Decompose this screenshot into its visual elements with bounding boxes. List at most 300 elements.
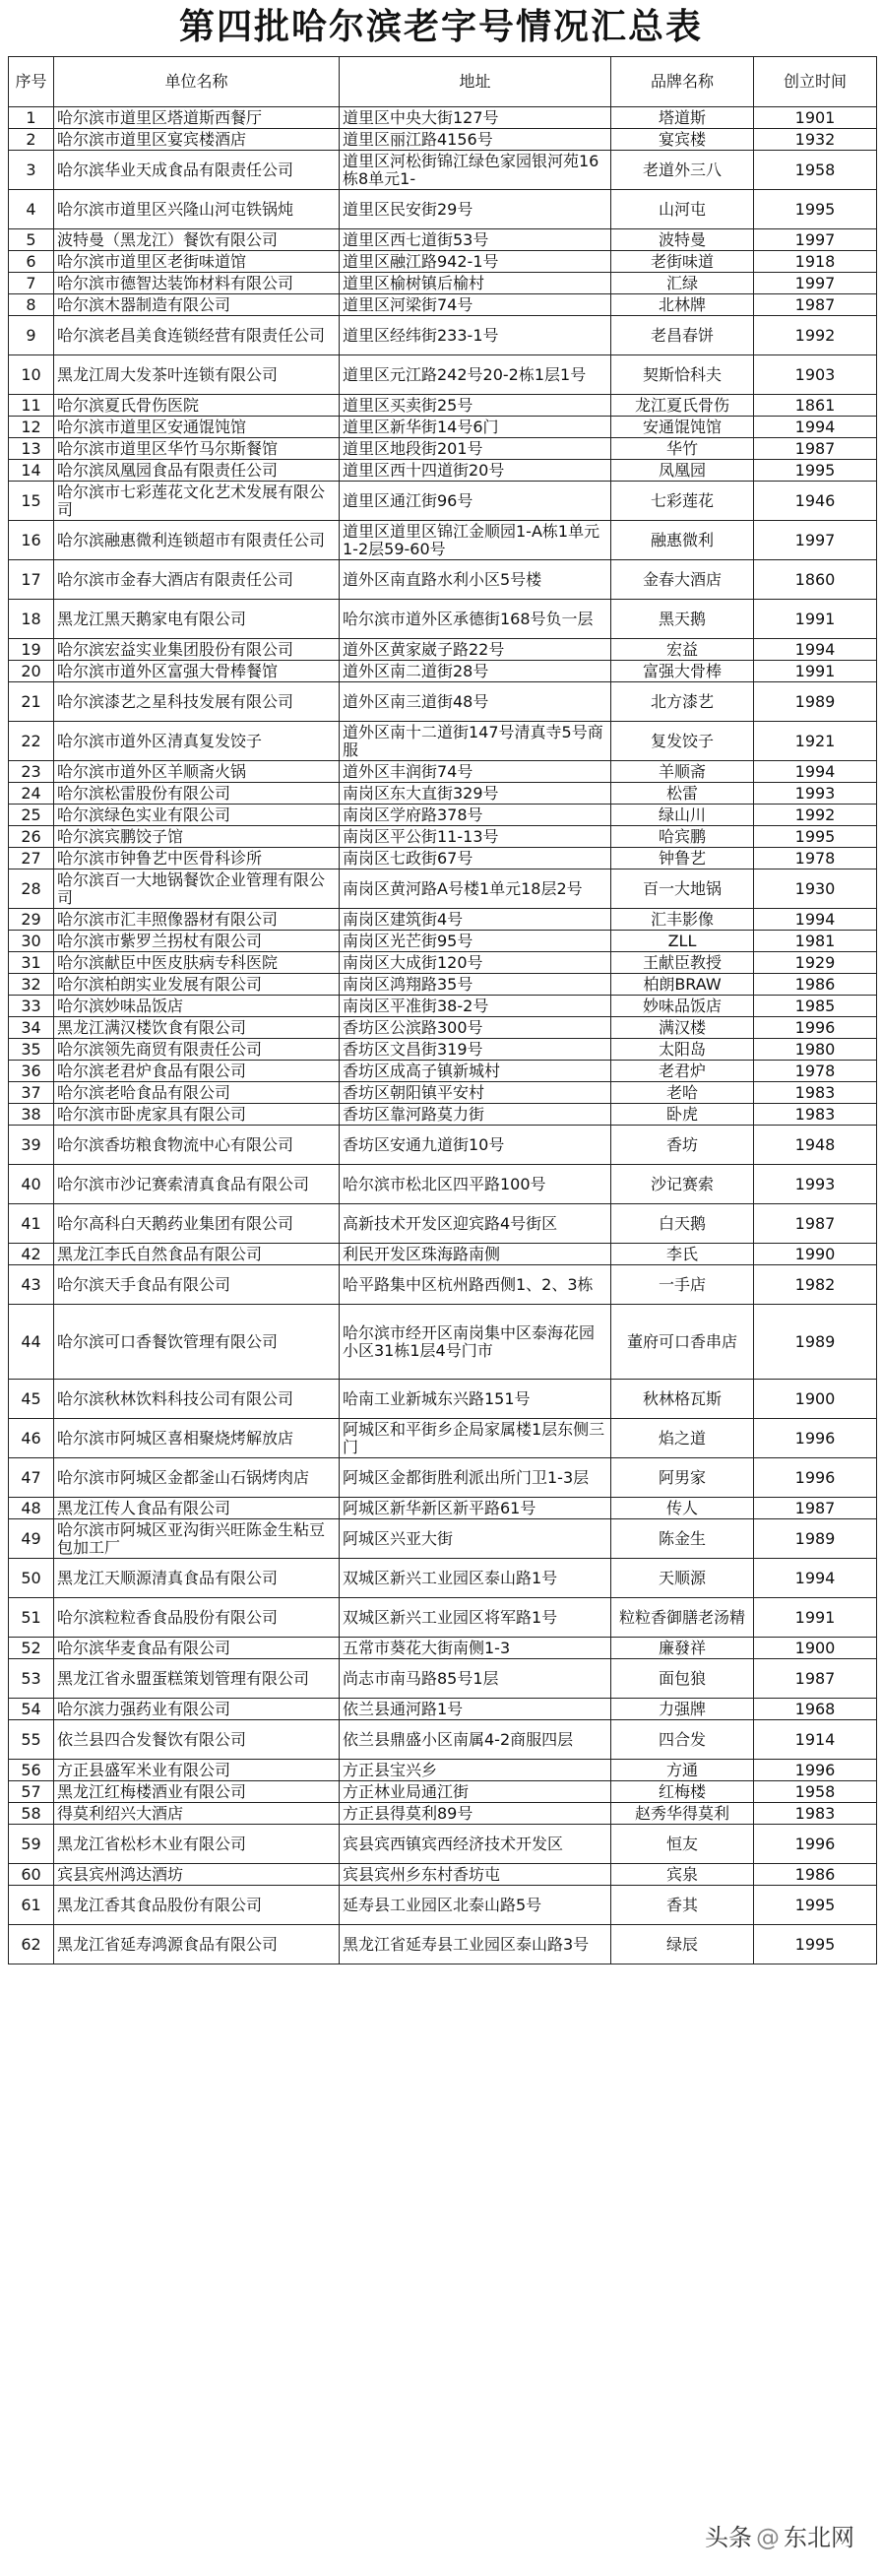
cell-founded: 1993 [754,1165,877,1204]
cell-index: 48 [9,1498,54,1519]
cell-address: 道里区民安街29号 [340,190,611,229]
cell-brand: 粒粒香御膳老汤精 [611,1598,754,1638]
table-row [9,1659,877,1699]
cell-index: 21 [9,682,54,722]
cell-founded: 1946 [754,482,877,521]
cell-founded: 1900 [754,1380,877,1419]
table-row [9,996,877,1017]
cell-brand: 白天鹅 [611,1204,754,1244]
table-row [9,395,877,417]
cell-address: 道里区地段街201号 [340,438,611,460]
cell-address: 阿城区新华新区新平路61号 [340,1498,611,1519]
cell-brand: 廉發祥 [611,1638,754,1659]
cell-address: 道里区道里区锦江金顺园1-A栋1单元1-2层59-60号 [340,521,611,560]
table-row [9,600,877,639]
cell-index: 34 [9,1017,54,1039]
cell-unit-name: 哈尔滨柏朗实业发展有限公司 [54,974,340,996]
cell-unit-name: 哈尔滨市沙记赛索清真食品有限公司 [54,1165,340,1204]
cell-index: 8 [9,294,54,316]
cell-founded: 1989 [754,1305,877,1380]
cell-address: 方正林业局通江街 [340,1781,611,1803]
cell-brand: 董府可口香串店 [611,1305,754,1380]
cell-address: 哈尔滨市松北区四平路100号 [340,1165,611,1204]
table-row [9,722,877,761]
cell-brand: 金春大酒店 [611,560,754,600]
cell-address: 道里区丽江路4156号 [340,129,611,151]
cell-founded: 1921 [754,722,877,761]
table-row [9,355,877,395]
cell-index: 35 [9,1039,54,1061]
cell-unit-name: 黑龙江天顺源清真食品有限公司 [54,1559,340,1598]
cell-founded: 1995 [754,1886,877,1925]
cell-brand: 沙记赛索 [611,1165,754,1204]
cell-address: 依兰县鼎盛小区南属4-2商服四层 [340,1720,611,1760]
cell-unit-name: 哈尔滨市紫罗兰拐杖有限公司 [54,931,340,952]
cell-index: 33 [9,996,54,1017]
table-row [9,1925,877,1964]
cell-brand: 波特曼 [611,229,754,251]
cell-index: 18 [9,600,54,639]
cell-index: 52 [9,1638,54,1659]
cell-index: 42 [9,1244,54,1265]
cell-brand: 李氏 [611,1244,754,1265]
cell-brand: 老街味道 [611,251,754,273]
cell-founded: 1914 [754,1720,877,1760]
cell-index: 60 [9,1864,54,1886]
cell-founded: 1978 [754,848,877,869]
table-row [9,1638,877,1659]
cell-founded: 1983 [754,1104,877,1126]
cell-founded: 1996 [754,1825,877,1864]
cell-index: 32 [9,974,54,996]
cell-unit-name: 哈尔滨市阿城区喜相聚烧烤解放店 [54,1419,340,1458]
cell-brand: 恒友 [611,1825,754,1864]
cell-unit-name: 黑龙江红梅楼酒业有限公司 [54,1781,340,1803]
cell-unit-name: 哈尔滨力强药业有限公司 [54,1699,340,1720]
cell-unit-name: 哈尔滨市德智达装饰材料有限公司 [54,273,340,294]
cell-index: 12 [9,417,54,438]
cell-founded: 1993 [754,783,877,805]
cell-brand: 香其 [611,1886,754,1925]
table-row [9,190,877,229]
cell-unit-name: 黑龙江省松杉木业有限公司 [54,1825,340,1864]
cell-unit-name: 哈尔滨市道里区老街味道馆 [54,251,340,273]
cell-unit-name: 哈尔滨献臣中医皮肤病专科医院 [54,952,340,974]
cell-founded: 1958 [754,1781,877,1803]
cell-founded: 1991 [754,1598,877,1638]
cell-unit-name: 哈尔滨市阿城区亚沟街兴旺陈金生粘豆包加工厂 [54,1519,340,1559]
cell-index: 41 [9,1204,54,1244]
cell-address: 南岗区平公街11-13号 [340,826,611,848]
cell-index: 46 [9,1419,54,1458]
cell-address: 道里区新华街14号6门 [340,417,611,438]
table-row [9,1104,877,1126]
cell-brand: 汇丰影像 [611,909,754,931]
cell-index: 44 [9,1305,54,1380]
cell-founded: 1994 [754,909,877,931]
table-row [9,1126,877,1165]
cell-address: 南岗区建筑街4号 [340,909,611,931]
cell-address: 哈尔滨市经开区南岗集中区泰海花园小区31栋1层4号门市 [340,1305,611,1380]
cell-brand: 传人 [611,1498,754,1519]
cell-founded: 1948 [754,1126,877,1165]
cell-brand: 黑天鹅 [611,600,754,639]
table-row [9,560,877,600]
table-row [9,1017,877,1039]
cell-unit-name: 黑龙江周大发茶叶连锁有限公司 [54,355,340,395]
cell-unit-name: 哈尔滨妙味品饭店 [54,996,340,1017]
cell-founded: 1861 [754,395,877,417]
cell-unit-name: 宾县宾州鸿达酒坊 [54,1864,340,1886]
cell-unit-name: 哈尔滨宾鹏饺子馆 [54,826,340,848]
cell-founded: 1918 [754,251,877,273]
table-row [9,805,877,826]
cell-index: 16 [9,521,54,560]
cell-address: 尚志市南马路85号1层 [340,1659,611,1699]
cell-brand: 龙江夏氏骨伤 [611,395,754,417]
watermark-separator: @ [756,2524,780,2551]
cell-index: 29 [9,909,54,931]
cell-unit-name: 哈尔滨华业天成食品有限责任公司 [54,151,340,190]
cell-index: 37 [9,1082,54,1104]
table-row [9,869,877,909]
cell-founded: 1930 [754,869,877,909]
cell-founded: 1987 [754,438,877,460]
cell-founded: 1860 [754,560,877,600]
cell-unit-name: 哈尔滨木器制造有限公司 [54,294,340,316]
cell-unit-name: 哈尔滨市道外区清真复发饺子 [54,722,340,761]
cell-unit-name: 哈尔滨香坊粮食物流中心有限公司 [54,1126,340,1165]
cell-unit-name: 哈尔滨粒粒香食品股份有限公司 [54,1598,340,1638]
cell-unit-name: 黑龙江省永盟蛋糕策划管理有限公司 [54,1659,340,1699]
cell-index: 10 [9,355,54,395]
cell-founded: 1996 [754,1458,877,1498]
table-row [9,1720,877,1760]
cell-index: 47 [9,1458,54,1498]
cell-unit-name: 黑龙江黑天鹅家电有限公司 [54,600,340,639]
table-row [9,521,877,560]
table-row [9,417,877,438]
cell-address: 香坊区靠河路莫力街 [340,1104,611,1126]
cell-unit-name: 哈尔滨市道外区富强大骨棒餐馆 [54,661,340,682]
cell-unit-name: 黑龙江香其食品股份有限公司 [54,1886,340,1925]
cell-address: 哈南工业新城东兴路151号 [340,1380,611,1419]
table-row [9,1519,877,1559]
table-row [9,1061,877,1082]
cell-address: 香坊区朝阳镇平安村 [340,1082,611,1104]
cell-unit-name: 哈尔滨秋林饮料科技公司有限公司 [54,1380,340,1419]
cell-index: 5 [9,229,54,251]
cell-address: 南岗区平准街38-2号 [340,996,611,1017]
table-row [9,848,877,869]
cell-address: 延寿县工业园区北泰山路5号 [340,1886,611,1925]
cell-address: 阿城区和平街乡企局家属楼1层东侧三门 [340,1419,611,1458]
cell-founded: 1995 [754,190,877,229]
header-founded: 创立时间 [754,57,877,107]
cell-index: 50 [9,1559,54,1598]
page-title: 第四批哈尔滨老字号情况汇总表 [178,7,703,47]
cell-founded: 1995 [754,826,877,848]
cell-address: 香坊区公滨路300号 [340,1017,611,1039]
cell-brand: 华竹 [611,438,754,460]
cell-founded: 1982 [754,1265,877,1305]
cell-index: 49 [9,1519,54,1559]
cell-unit-name: 哈尔滨市汇丰照像器材有限公司 [54,909,340,931]
cell-brand: 天顺源 [611,1559,754,1598]
cell-brand: 凤凰园 [611,460,754,482]
cell-unit-name: 哈尔滨可口香餐饮管理有限公司 [54,1305,340,1380]
cell-founded: 1983 [754,1082,877,1104]
cell-address: 双城区新兴工业园区泰山路1号 [340,1559,611,1598]
cell-brand: 妙味品饭店 [611,996,754,1017]
table-row [9,482,877,521]
cell-address: 道里区西七道街53号 [340,229,611,251]
cell-unit-name: 哈尔滨市道里区华竹马尔斯餐馆 [54,438,340,460]
cell-founded: 1994 [754,417,877,438]
cell-address: 道外区南二道街28号 [340,661,611,682]
cell-brand: 宾泉 [611,1864,754,1886]
cell-brand: 阿男家 [611,1458,754,1498]
table-row [9,1419,877,1458]
cell-address: 方正县宝兴乡 [340,1760,611,1781]
cell-unit-name: 哈尔滨市金春大酒店有限责任公司 [54,560,340,600]
cell-founded: 1994 [754,1559,877,1598]
cell-brand: 哈宾鹏 [611,826,754,848]
cell-founded: 1989 [754,1519,877,1559]
cell-index: 28 [9,869,54,909]
table-row [9,1380,877,1419]
cell-address: 道里区河松街锦江绿色家园银河苑16栋8单元1- [340,151,611,190]
cell-unit-name: 哈尔滨市钟鲁艺中医骨科诊所 [54,848,340,869]
cell-brand: 老昌春饼 [611,316,754,355]
cell-address: 黑龙江省延寿县工业园区泰山路3号 [340,1925,611,1964]
table-row [9,1305,877,1380]
cell-brand: 北方漆艺 [611,682,754,722]
table-row [9,639,877,661]
cell-brand: 汇绿 [611,273,754,294]
cell-unit-name: 哈尔滨夏氏骨伤医院 [54,395,340,417]
header-address: 地址 [340,57,611,107]
cell-index: 7 [9,273,54,294]
cell-brand: 王献臣教授 [611,952,754,974]
cell-address: 香坊区成高子镇新城村 [340,1061,611,1082]
cell-address: 南岗区东大直街329号 [340,783,611,805]
cell-index: 57 [9,1781,54,1803]
cell-brand: 四合发 [611,1720,754,1760]
cell-index: 2 [9,129,54,151]
watermark [699,2516,860,2554]
header-unit-name: 单位名称 [54,57,340,107]
cell-founded: 1995 [754,1925,877,1964]
cell-brand: 卧虎 [611,1104,754,1126]
summary-table [8,56,877,1964]
table-row [9,1082,877,1104]
cell-address: 南岗区七政街67号 [340,848,611,869]
cell-founded: 1901 [754,107,877,129]
cell-founded: 1987 [754,1204,877,1244]
cell-brand: 老君炉 [611,1061,754,1082]
cell-founded: 1986 [754,974,877,996]
cell-address: 双城区新兴工业园区将军路1号 [340,1598,611,1638]
cell-brand: 山河屯 [611,190,754,229]
cell-brand: 赵秀华得莫利 [611,1803,754,1825]
cell-address: 南岗区黄河路A号楼1单元18层2号 [340,869,611,909]
cell-index: 54 [9,1699,54,1720]
table-row [9,107,877,129]
cell-address: 道里区中央大街127号 [340,107,611,129]
cell-founded: 1990 [754,1244,877,1265]
table-body [9,107,877,1964]
cell-founded: 1992 [754,316,877,355]
watermark-brand: 头条 [705,2524,752,2551]
cell-founded: 1996 [754,1017,877,1039]
table-row [9,273,877,294]
cell-unit-name: 哈尔滨宏益实业集团股份有限公司 [54,639,340,661]
cell-founded: 1997 [754,521,877,560]
cell-brand: 七彩莲花 [611,482,754,521]
cell-unit-name: 方正县盛军米业有限公司 [54,1760,340,1781]
cell-index: 61 [9,1886,54,1925]
cell-address: 阿城区金都街胜利派出所门卫1-3层 [340,1458,611,1498]
table-row [9,129,877,151]
cell-brand: 老哈 [611,1082,754,1104]
table-row [9,661,877,682]
cell-founded: 1991 [754,661,877,682]
table-row [9,251,877,273]
cell-brand: ZLL [611,931,754,952]
cell-founded: 1985 [754,996,877,1017]
cell-founded: 1903 [754,355,877,395]
cell-unit-name: 波特曼（黑龙江）餐饮有限公司 [54,229,340,251]
cell-brand: 焰之道 [611,1419,754,1458]
cell-founded: 1996 [754,1760,877,1781]
cell-index: 23 [9,761,54,783]
table-row [9,438,877,460]
cell-address: 南岗区学府路378号 [340,805,611,826]
table-row [9,1559,877,1598]
cell-founded: 1983 [754,1803,877,1825]
cell-unit-name: 哈尔滨领先商贸有限责任公司 [54,1039,340,1061]
cell-unit-name: 哈尔滨市道外区羊顺斋火锅 [54,761,340,783]
cell-index: 30 [9,931,54,952]
cell-address: 道里区河梁街74号 [340,294,611,316]
cell-address: 香坊区文昌街319号 [340,1039,611,1061]
cell-brand: 塔道斯 [611,107,754,129]
cell-index: 14 [9,460,54,482]
cell-founded: 1958 [754,151,877,190]
table-row [9,1458,877,1498]
cell-founded: 1932 [754,129,877,151]
cell-unit-name: 哈尔高科白天鹅药业集团有限公司 [54,1204,340,1244]
cell-founded: 1994 [754,639,877,661]
table-row [9,952,877,974]
cell-unit-name: 哈尔滨市卧虎家具有限公司 [54,1104,340,1126]
cell-index: 24 [9,783,54,805]
table-row [9,682,877,722]
cell-brand: 一手店 [611,1265,754,1305]
cell-founded: 1986 [754,1864,877,1886]
cell-index: 43 [9,1265,54,1305]
cell-unit-name: 哈尔滨绿色实业有限公司 [54,805,340,826]
cell-index: 15 [9,482,54,521]
cell-unit-name: 哈尔滨天手食品有限公司 [54,1265,340,1305]
cell-index: 31 [9,952,54,974]
cell-index: 4 [9,190,54,229]
cell-brand: 秋林格瓦斯 [611,1380,754,1419]
cell-index: 62 [9,1925,54,1964]
cell-brand: 羊顺斋 [611,761,754,783]
table-row [9,1825,877,1864]
cell-address: 道里区融江路942-1号 [340,251,611,273]
cell-founded: 1991 [754,600,877,639]
table-row [9,909,877,931]
table-row [9,1864,877,1886]
cell-unit-name: 哈尔滨老哈食品有限公司 [54,1082,340,1104]
cell-founded: 1968 [754,1699,877,1720]
cell-brand: 力强牌 [611,1699,754,1720]
cell-address: 道里区买卖街25号 [340,395,611,417]
cell-address: 道外区南直路水利小区5号楼 [340,560,611,600]
cell-unit-name: 哈尔滨松雷股份有限公司 [54,783,340,805]
table-row [9,783,877,805]
cell-brand: 红梅楼 [611,1781,754,1803]
cell-brand: 柏朗BRAW [611,974,754,996]
header-index: 序号 [9,57,54,107]
cell-address: 道外区黄家崴子路22号 [340,639,611,661]
table-row [9,761,877,783]
cell-founded: 1996 [754,1419,877,1458]
cell-index: 56 [9,1760,54,1781]
table-row [9,294,877,316]
cell-founded: 1995 [754,460,877,482]
cell-index: 51 [9,1598,54,1638]
cell-address: 香坊区安通九道街10号 [340,1126,611,1165]
cell-address: 哈尔滨市道外区承德街168号负一层 [340,600,611,639]
cell-address: 道里区元江路242号20-2栋1层1号 [340,355,611,395]
cell-brand: 宴宾楼 [611,129,754,151]
cell-brand: 太阳岛 [611,1039,754,1061]
cell-address: 方正县得莫利89号 [340,1803,611,1825]
cell-unit-name: 哈尔滨老昌美食连锁经营有限责任公司 [54,316,340,355]
table-row [9,1039,877,1061]
cell-index: 36 [9,1061,54,1082]
cell-index: 20 [9,661,54,682]
cell-unit-name: 得莫利绍兴大酒店 [54,1803,340,1825]
cell-brand: 宏益 [611,639,754,661]
cell-address: 五常市葵花大街南侧1-3 [340,1638,611,1659]
cell-brand: 方通 [611,1760,754,1781]
cell-brand: 绿辰 [611,1925,754,1964]
cell-founded: 1981 [754,931,877,952]
table-row [9,1760,877,1781]
cell-index: 53 [9,1659,54,1699]
cell-address: 高新技术开发区迎宾路4号街区 [340,1204,611,1244]
cell-brand: 香坊 [611,1126,754,1165]
cell-unit-name: 哈尔滨老君炉食品有限公司 [54,1061,340,1082]
cell-unit-name: 哈尔滨市道里区兴隆山河屯铁锅炖 [54,190,340,229]
cell-brand: 陈金生 [611,1519,754,1559]
cell-unit-name: 哈尔滨百一大地锅餐饮企业管理有限公司 [54,869,340,909]
cell-founded: 1997 [754,229,877,251]
cell-founded: 1987 [754,1498,877,1519]
table-row [9,229,877,251]
cell-founded: 1987 [754,1659,877,1699]
cell-founded: 1978 [754,1061,877,1082]
cell-address: 依兰县通河路1号 [340,1699,611,1720]
table-row [9,826,877,848]
cell-unit-name: 哈尔滨华麦食品有限公司 [54,1638,340,1659]
cell-founded: 1929 [754,952,877,974]
